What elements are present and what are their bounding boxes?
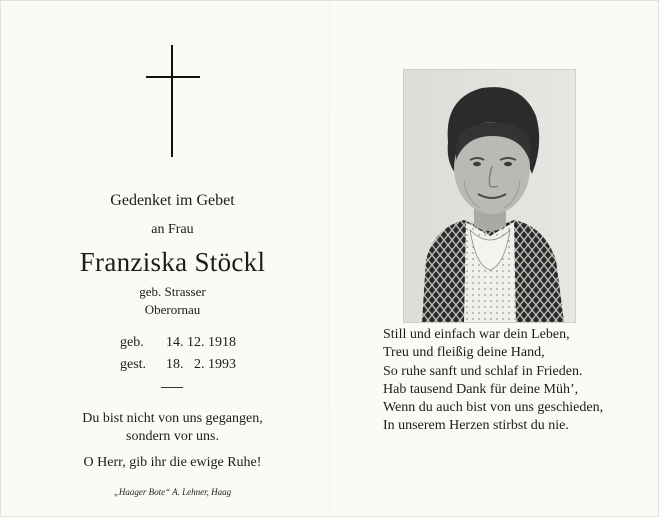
- cross-icon: [146, 45, 200, 157]
- deceased-name: Franziska Stöckl: [79, 247, 266, 277]
- death-row: [120, 354, 236, 376]
- farewell-line-1: Du bist nicht von uns gegangen,: [82, 411, 263, 426]
- poem-line: Still und einfach war dein Leben,: [383, 327, 570, 342]
- farewell-line-2: sondern vor uns.: [126, 429, 219, 444]
- life-dates: [120, 332, 236, 376]
- birth-name: geb. Strasser: [139, 284, 206, 299]
- birth-row: [120, 332, 236, 354]
- heading: Gedenket im Gebet: [110, 192, 235, 209]
- portrait-photo: [404, 70, 575, 322]
- salutation: an Frau: [151, 222, 194, 237]
- poem-line: In unserem Herzen stirbst du nie.: [383, 418, 569, 434]
- poem-line: So ruhe sanft und schlaf in Frieden.: [383, 363, 583, 379]
- place: Oberornau: [144, 302, 201, 317]
- born-label: geb.: [120, 335, 144, 350]
- poem: [383, 326, 603, 436]
- poem-line: Wenn du auch bist von uns geschieden,: [383, 400, 604, 416]
- poem-line: Treu und fleißig deine Hand,: [383, 345, 545, 361]
- prayer: O Herr, gib ihr die ewige Ruhe!: [83, 455, 262, 470]
- died-date: 18. 2. 1993: [166, 357, 236, 372]
- printer-credit: „Haager Bote“ A. Lehner, Haag: [113, 487, 232, 497]
- poem-line: Hab tausend Dank für deine Müh’,: [383, 381, 579, 397]
- divider: [161, 387, 183, 388]
- born-date: 14. 12. 1918: [166, 335, 236, 350]
- died-label: gest.: [120, 357, 147, 372]
